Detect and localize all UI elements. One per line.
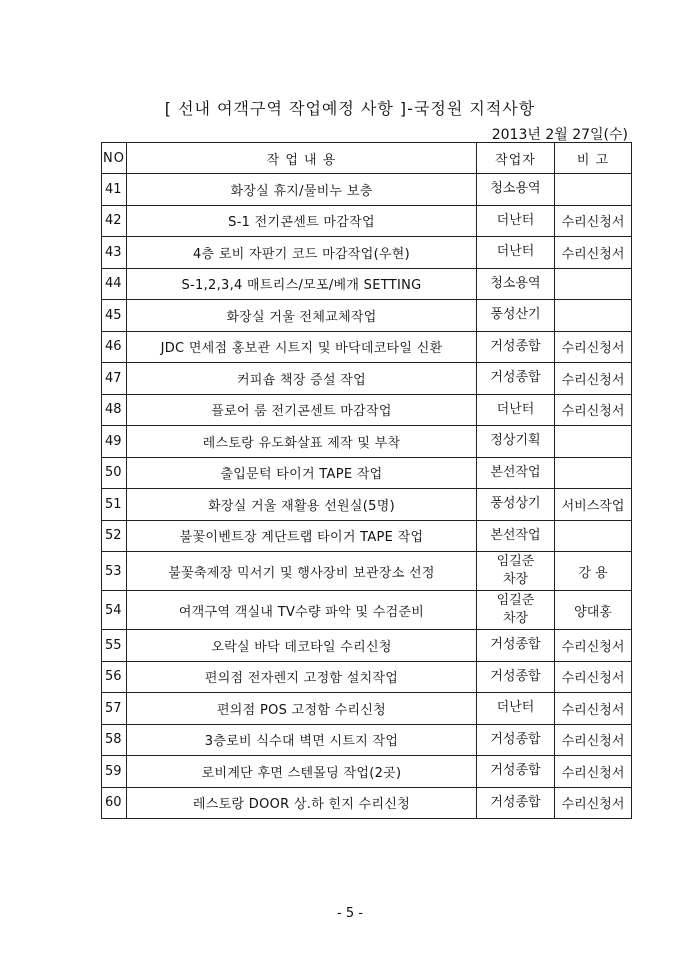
work-schedule-table (101, 142, 632, 819)
cell-worker: 풍성상기 (477, 489, 555, 521)
cell-worker: 거성종합 (477, 724, 555, 756)
cell-task: 레스토랑 DOOR 상.하 힌지 수리신청 (127, 787, 477, 819)
cell-task: 4층 로비 자판기 코드 마감작업(우현) (127, 237, 477, 269)
cell-remark: 수리신청서 (555, 724, 632, 756)
cell-no: 44 (102, 268, 127, 300)
cell-worker: 거성종합 (477, 363, 555, 395)
cell-task: 출입문턱 타이거 TAPE 작업 (127, 457, 477, 489)
cell-remark (555, 426, 632, 458)
document-date: 2013년 2월 27일(수) (491, 127, 628, 143)
cell-worker: 정상기획 (477, 426, 555, 458)
cell-worker: 거성종합 (477, 661, 555, 693)
cell-task: S-1 전기콘센트 마감작업 (127, 205, 477, 237)
table-row (102, 552, 632, 591)
cell-no: 45 (102, 300, 127, 332)
cell-worker: 더난터 (477, 237, 555, 269)
cell-remark (555, 268, 632, 300)
cell-no: 41 (102, 174, 127, 206)
document-title: [ 선내 여객구역 작업예정 사항 ]-국정원 지적사항 (164, 99, 536, 118)
cell-remark: 수리신청서 (555, 394, 632, 426)
cell-worker: 더난터 (477, 394, 555, 426)
cell-worker: 거성종합 (477, 756, 555, 788)
cell-task: 여객구역 객실내 TV수량 파악 및 수검준비 (127, 591, 477, 630)
cell-worker: 본선작업 (477, 520, 555, 552)
table-row (102, 237, 632, 269)
cell-no: 55 (102, 630, 127, 662)
table-row (102, 630, 632, 662)
cell-remark (555, 300, 632, 332)
cell-no: 57 (102, 693, 127, 725)
cell-worker: 거성종합 (477, 630, 555, 662)
cell-remark: 수리신청서 (555, 756, 632, 788)
cell-no: 54 (102, 591, 127, 630)
cell-no: 60 (102, 787, 127, 819)
cell-worker: 임길준 차장 (477, 552, 555, 591)
cell-no: 52 (102, 520, 127, 552)
cell-task: 화장실 휴지/물비누 보충 (127, 174, 477, 206)
cell-remark: 수리신청서 (555, 363, 632, 395)
table-row (102, 457, 632, 489)
cell-task: 편의점 POS 고정함 수리신청 (127, 693, 477, 725)
cell-remark: 수리신청서 (555, 661, 632, 693)
cell-remark: 수리신청서 (555, 693, 632, 725)
column-header-remark: 비 고 (555, 143, 632, 174)
table-row (102, 661, 632, 693)
table-row (102, 331, 632, 363)
cell-no: 46 (102, 331, 127, 363)
table-row (102, 787, 632, 819)
cell-remark: 수리신청서 (555, 331, 632, 363)
column-header-task: 작 업 내 용 (127, 143, 477, 174)
cell-task: 로비계단 후면 스텐몰딩 작업(2곳) (127, 756, 477, 788)
cell-task: 플로어 룸 전기콘센트 마감작업 (127, 394, 477, 426)
table-row (102, 174, 632, 206)
cell-task: JDC 면세점 홍보관 시트지 및 바닥데코타일 신환 (127, 331, 477, 363)
cell-remark: 수리신청서 (555, 787, 632, 819)
cell-worker: 더난터 (477, 205, 555, 237)
column-header-worker: 작업자 (477, 143, 555, 174)
cell-worker: 청소용역 (477, 268, 555, 300)
cell-no: 50 (102, 457, 127, 489)
cell-remark: 수리신청서 (555, 630, 632, 662)
cell-remark (555, 174, 632, 206)
cell-no: 59 (102, 756, 127, 788)
cell-task: 오락실 바닥 데코타일 수리신청 (127, 630, 477, 662)
cell-no: 47 (102, 363, 127, 395)
cell-task: 편의점 전자렌지 고정함 설치작업 (127, 661, 477, 693)
cell-no: 43 (102, 237, 127, 269)
cell-remark: 서비스작업 (555, 489, 632, 521)
table-row (102, 205, 632, 237)
cell-task: 화장실 거울 전체교체작업 (127, 300, 477, 332)
table-row (102, 363, 632, 395)
cell-worker: 거성종합 (477, 331, 555, 363)
page-number: - 5 - (337, 906, 363, 921)
table-row (102, 300, 632, 332)
cell-worker: 청소용역 (477, 174, 555, 206)
cell-task: 불꽃축제장 믹서기 및 행사장비 보관장소 선정 (127, 552, 477, 591)
cell-task: 커피숍 책장 증설 작업 (127, 363, 477, 395)
cell-worker: 임길준 차장 (477, 591, 555, 630)
cell-no: 56 (102, 661, 127, 693)
table-row (102, 520, 632, 552)
cell-task: 3층로비 식수대 벽면 시트지 작업 (127, 724, 477, 756)
cell-remark: 양대홍 (555, 591, 632, 630)
table-row (102, 693, 632, 725)
table-row (102, 394, 632, 426)
table-row (102, 724, 632, 756)
cell-no: 48 (102, 394, 127, 426)
cell-worker: 풍성산기 (477, 300, 555, 332)
table-row (102, 591, 632, 630)
cell-no: 53 (102, 552, 127, 591)
cell-worker: 본선작업 (477, 457, 555, 489)
cell-remark (555, 457, 632, 489)
table-row (102, 268, 632, 300)
cell-remark: 강 용 (555, 552, 632, 591)
cell-worker: 거성종합 (477, 787, 555, 819)
cell-no: 49 (102, 426, 127, 458)
cell-task: 화장실 거울 재활용 선원실(5명) (127, 489, 477, 521)
cell-task: 레스토랑 유도화살표 제작 및 부착 (127, 426, 477, 458)
cell-no: 51 (102, 489, 127, 521)
cell-remark: 수리신청서 (555, 237, 632, 269)
cell-no: 42 (102, 205, 127, 237)
cell-remark: 수리신청서 (555, 205, 632, 237)
table-row (102, 489, 632, 521)
table-body (102, 174, 632, 819)
cell-remark (555, 520, 632, 552)
cell-no: 58 (102, 724, 127, 756)
table-row (102, 756, 632, 788)
cell-worker: 더난터 (477, 693, 555, 725)
column-header-no: NO (102, 143, 127, 174)
cell-task: 불꽃이벤트장 계단트랩 타이거 TAPE 작업 (127, 520, 477, 552)
table-row (102, 426, 632, 458)
cell-task: S-1,2,3,4 매트리스/모포/베개 SETTING (127, 268, 477, 300)
table-header-row (102, 143, 632, 174)
